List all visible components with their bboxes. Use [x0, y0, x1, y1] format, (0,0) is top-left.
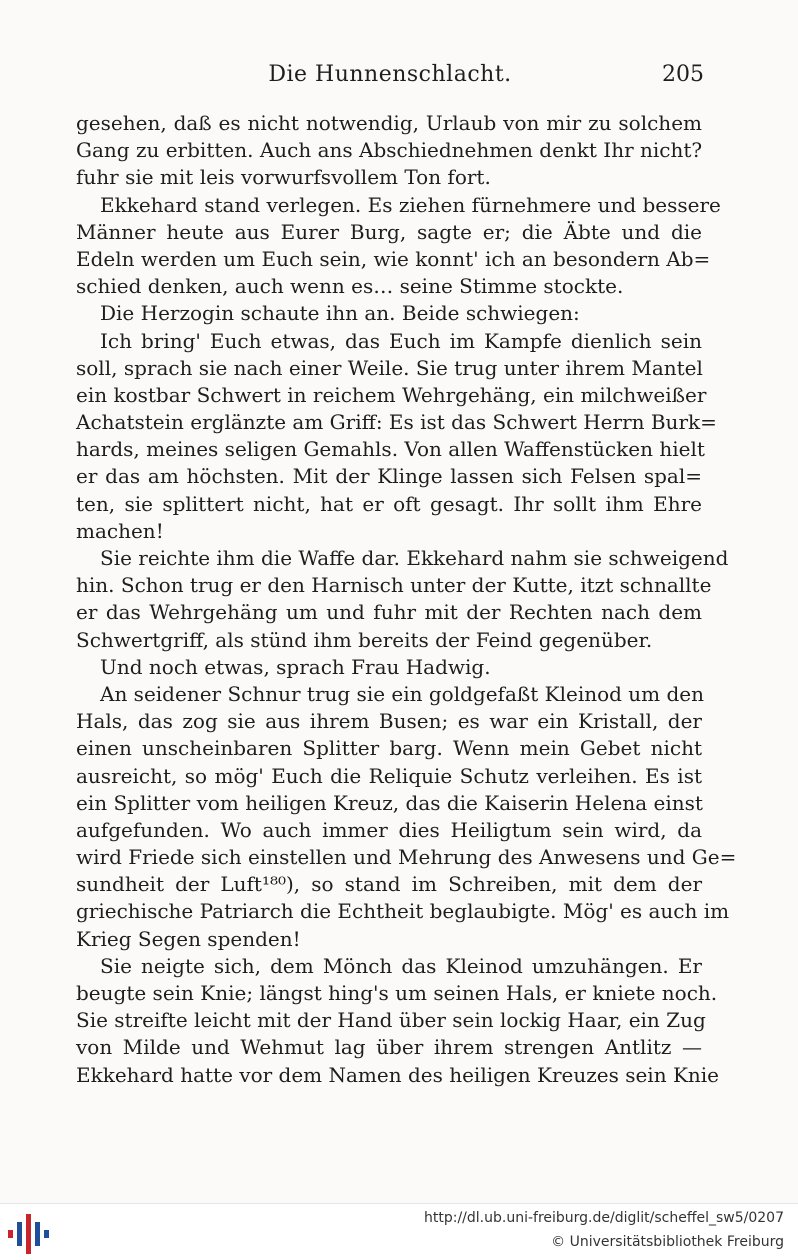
text-line: machen! — [76, 518, 164, 543]
text-line: griechische Patriarch die Echtheit beglaubigte. Mög' es auch im — [76, 899, 730, 924]
text-line: Ekkehard stand verlegen. Es ziehen fürnehmere und bessere — [100, 192, 721, 217]
logo-bar — [35, 1222, 40, 1246]
page-number: 205 — [662, 62, 704, 87]
text-line: Edeln werden um Euch sein, wie konnt' ich an besondern Ab= — [76, 246, 711, 271]
text-line: Sie reichte ihm die Waffe dar. Ekkehard nahm sie schweigend — [100, 546, 729, 570]
text-line: schied denken, auch wenn es… seine Stimme stockte. — [76, 274, 624, 299]
permalink-url[interactable]: http://dl.ub.uni-freiburg.de/diglit/scheffel_sw5/0207 — [424, 1210, 784, 1226]
logo-bar — [17, 1222, 22, 1246]
text-line: sundheit der Luft¹⁸⁰), so stand im Schreiben, mit dem der — [76, 872, 702, 897]
text-line: Sie neigte sich, dem Mönch das Kleinod umzuhängen. Er — [100, 953, 702, 978]
text-line: Hals, das zog sie aus ihrem Busen; es war ein Kristall, der — [76, 709, 702, 734]
text-line: Die Herzogin schaute ihn an. Beide schwiegen: — [100, 301, 580, 326]
text-line: ein kostbar Schwert in reichem Wehrgehäng, ein milchweißer — [76, 382, 707, 407]
text-line: Und noch etwas, sprach Frau Hadwig. — [100, 654, 491, 679]
text-line: Gang zu erbitten. Auch ans Abschiednehmen denkt Ihr nicht? — [76, 138, 703, 163]
text-line: ein Splitter vom heiligen Kreuz, das die Kaiserin Helena einst — [76, 790, 703, 815]
text-line: aufgefunden. Wo auch immer dies Heiligtum sein wird, da — [76, 817, 702, 842]
text-line: Achatstein erglänzte am Griff: Es ist das Schwert Herrn Burk= — [76, 410, 717, 435]
text-line: ausreicht, so mög' Euch die Reliquie Schutz verleihen. Es ist — [76, 763, 702, 788]
text-line: beugte sein Knie; längst hing's um seinen Hals, er kniete noch. — [76, 981, 718, 1005]
logo-bar — [26, 1214, 31, 1254]
viewer-footer — [0, 1203, 798, 1260]
text-line: von Milde und Wehmut lag über ihrem strengen Antlitz — — [76, 1035, 702, 1060]
text-line: Ich bring' Euch etwas, das Euch im Kampfe dienlich sein — [100, 328, 702, 353]
text-line: soll, sprach sie nach einer Weile. Sie trug unter ihrem Mantel — [76, 355, 703, 380]
text-line: hards, meines seligen Gemahls. Von allen Waffenstücken hielt — [76, 437, 705, 462]
text-line: er das am höchsten. Mit der Klinge lassen sich Felsen spal= — [76, 464, 702, 489]
text-line: hin. Schon trug er den Harnisch unter der Kutte, itzt schnallte — [76, 573, 712, 598]
page-header — [76, 58, 704, 92]
text-line: wird Friede sich einstellen und Mehrung des Anwesens und Ge= — [76, 845, 737, 870]
text-line: Ekkehard hatte vor dem Namen des heiligen Kreuzes sein Knie — [76, 1062, 719, 1087]
text-line: gesehen, daß es nicht notwendig, Urlaub von mir zu solchem — [76, 111, 702, 135]
running-title: Die Hunnenschlacht. — [268, 62, 512, 87]
body-text — [76, 110, 737, 1089]
text-line: fuhr sie mit leis vorwurfsvollem Ton fort. — [76, 165, 491, 190]
logo-bar — [8, 1230, 13, 1238]
ub-freiburg-logo-icon — [8, 1212, 52, 1256]
text-line: Männer heute aus Eurer Burg, sagte er; die Äbte und die — [76, 219, 702, 244]
logo-bar — [44, 1230, 49, 1238]
copyright-notice: © Universitätsbibliothek Freiburg — [551, 1234, 784, 1250]
text-line: er das Wehrgehäng um und fuhr mit der Rechten nach dem — [76, 600, 702, 625]
text-line: Sie streifte leicht mit der Hand über sein lockig Haar, ein Zug — [76, 1008, 706, 1033]
text-line: ten, sie splittert nicht, hat er oft gesagt. Ihr sollt ihm Ehre — [76, 491, 702, 516]
text-line: Schwertgriff, als stünd ihm bereits der Feind gegenüber. — [76, 627, 653, 652]
text-line: einen unscheinbaren Splitter barg. Wenn mein Gebet nicht — [76, 736, 702, 761]
text-line: An seidener Schnur trug sie ein goldgefaßt Kleinod um den — [100, 681, 705, 706]
text-line: Krieg Segen spenden! — [76, 926, 301, 951]
